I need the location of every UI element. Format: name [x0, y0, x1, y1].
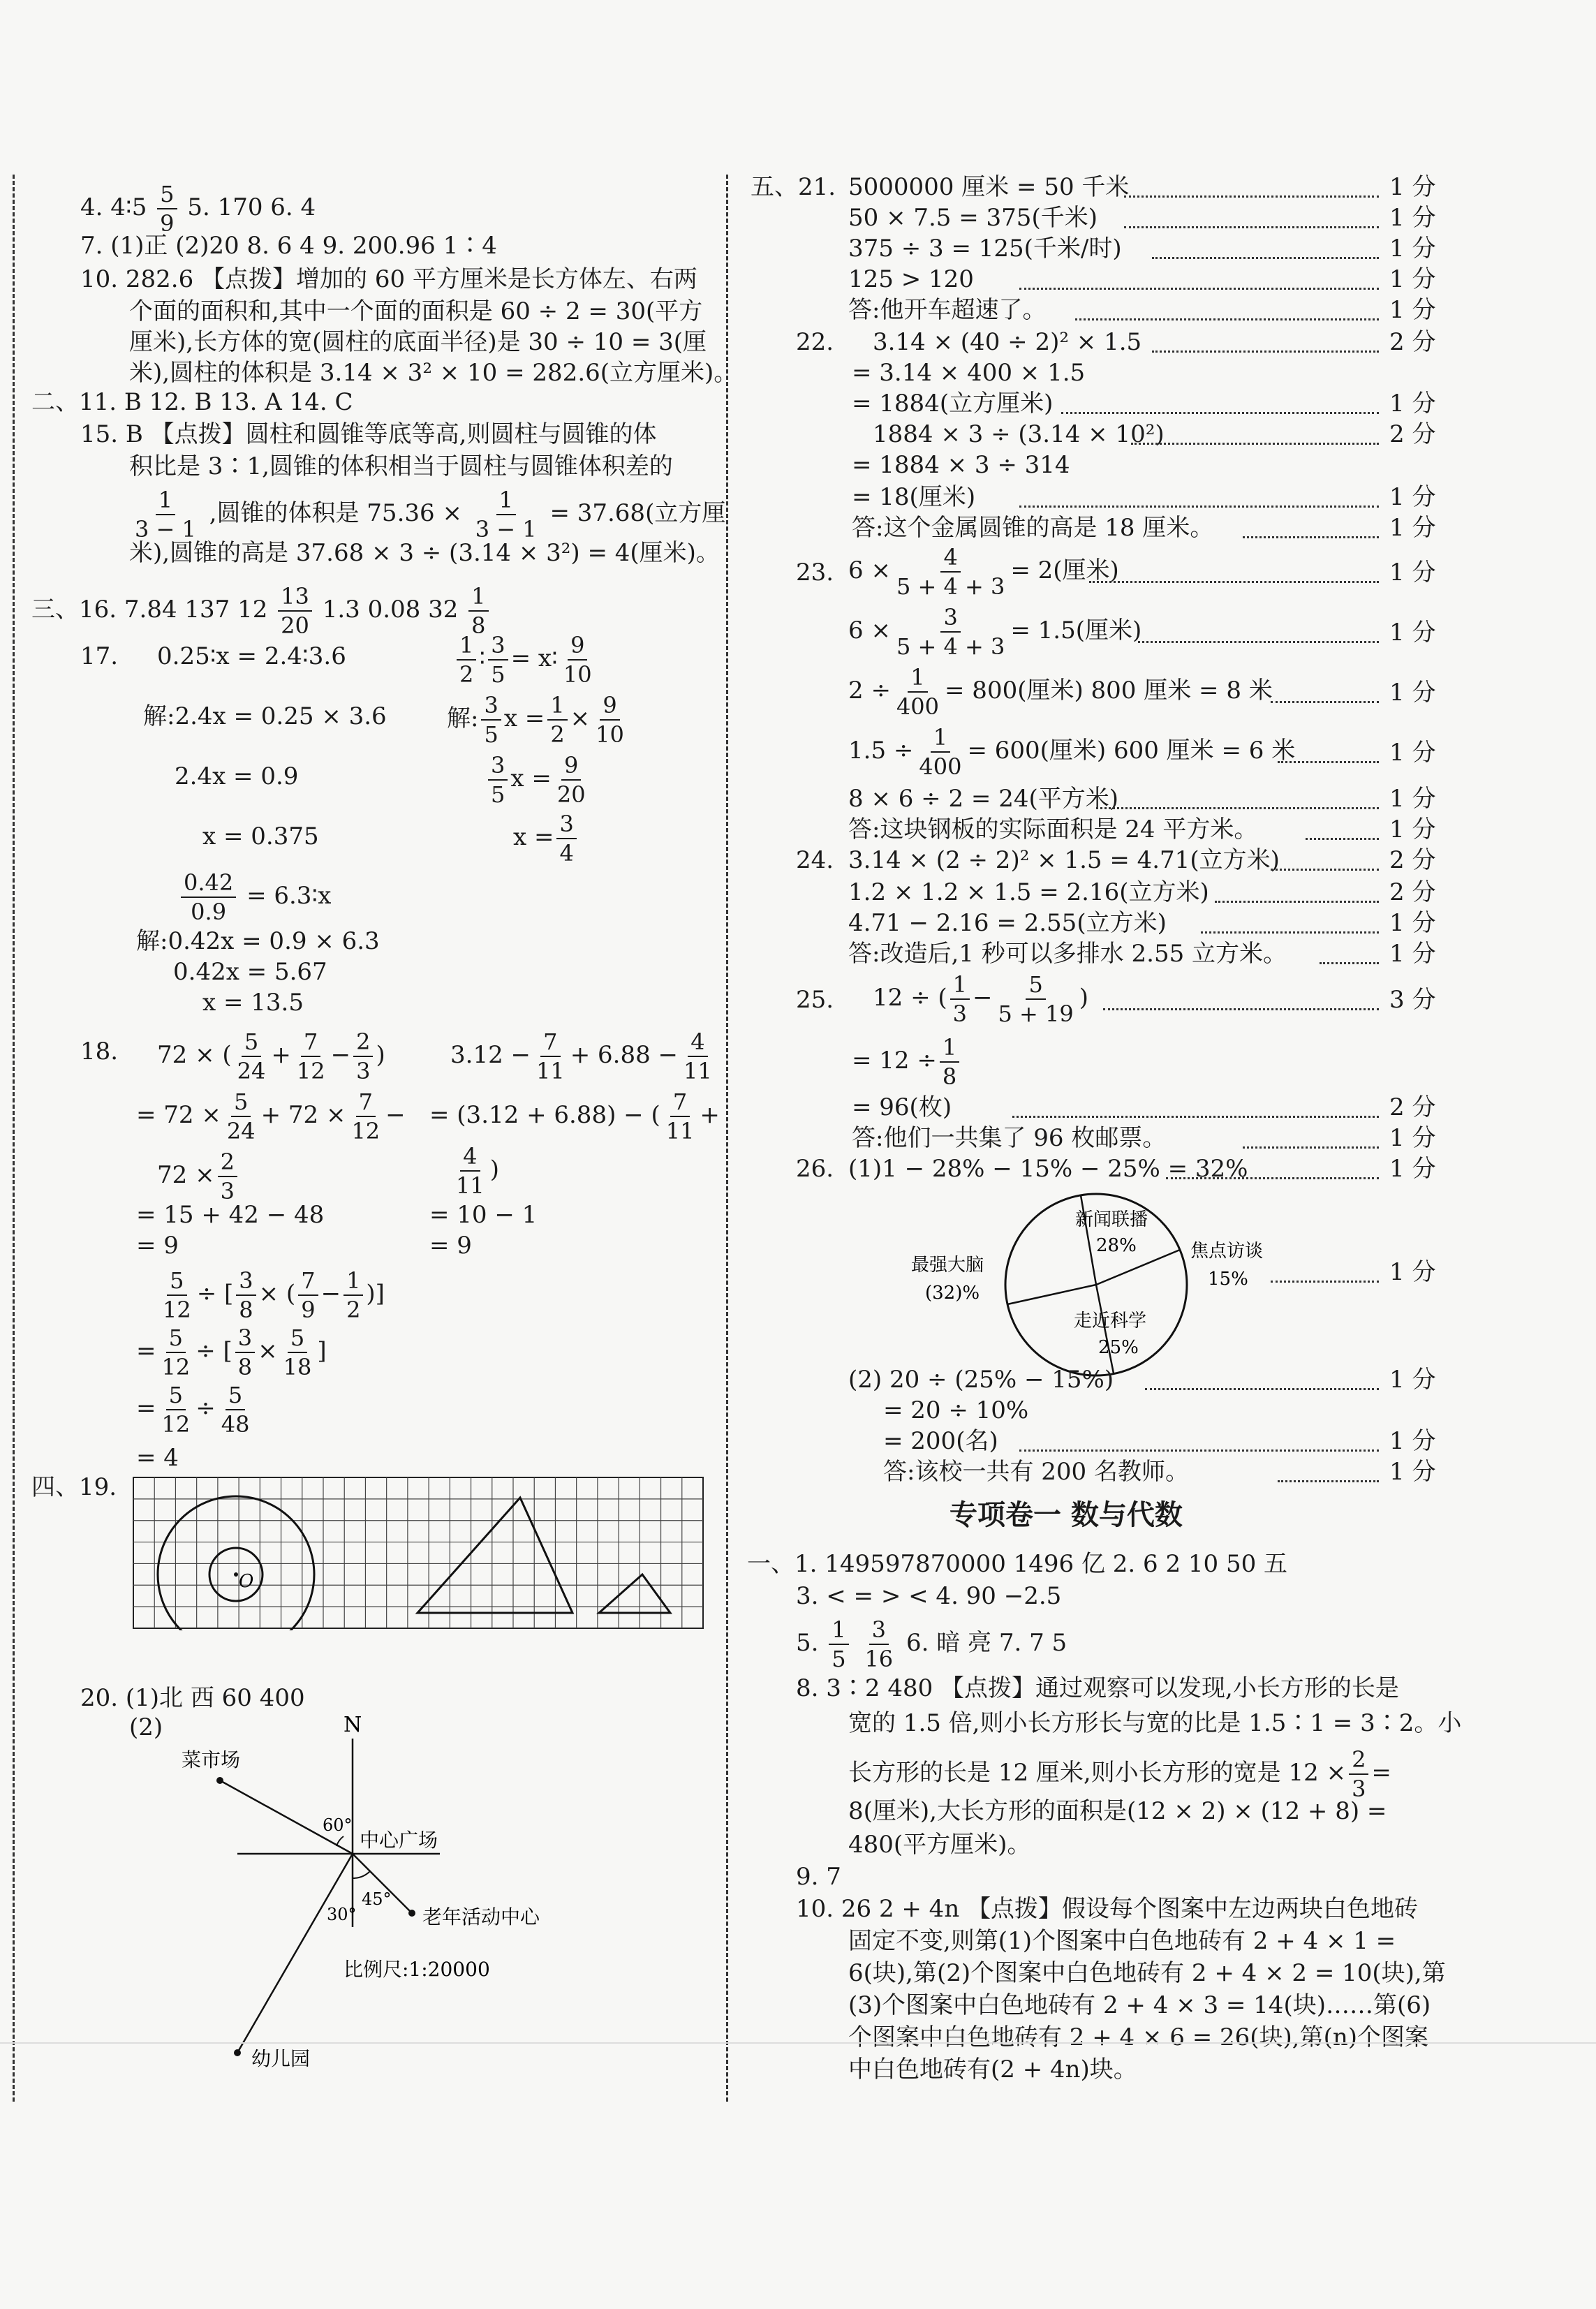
leader-dots [1131, 443, 1379, 445]
equation: 3.14 × (2 ÷ 2)² × 1.5 = 4.71(立方米) [848, 846, 1280, 874]
leader-dots [1271, 1281, 1379, 1283]
leader-dots [1320, 962, 1379, 964]
score-label: 1 分 [1389, 679, 1436, 707]
score-label: 1 分 [1389, 1458, 1436, 1486]
equation: $\frac{4}{11}$ ) [456, 1143, 499, 1199]
kinder-point [234, 2049, 241, 2056]
equation: 6 × $\frac{3}{5 + 4 + 3}$ = 1.5(厘米) [848, 604, 1142, 660]
leader-dots [1096, 807, 1379, 809]
equation: 375 ÷ 3 = 125(千米/时) [848, 235, 1122, 263]
equation: = 15 + 42 − 48 [136, 1201, 325, 1229]
equation: 72 × ( $\frac{5}{24}$ + $\frac{7}{12}$ − $\frac{2}{3}$ ) [157, 1028, 385, 1084]
answer-line: 10. 282.6 【点拨】增加的 60 平方厘米是长方体左、右两 [80, 265, 697, 293]
answer-line: 一、1. 149597870000 1496 亿 2. 6 2 10 50 五 [747, 1550, 1288, 1578]
score-label: 1 分 [1389, 173, 1436, 201]
kinder-line [237, 1854, 353, 2053]
equation: = 1884 × 3 ÷ 314 [852, 451, 1070, 479]
answer-line: 3. < = > < 4. 90 −2.5 [796, 1582, 1062, 1610]
slice-label: 最强大脑 [911, 1255, 984, 1276]
equation: x = 13.5 [202, 989, 304, 1017]
fraction: $\frac{1}{8}$ [468, 585, 488, 637]
score-label: 1 分 [1389, 940, 1436, 968]
question-number: 25. [796, 986, 834, 1014]
answer-line: (3)个图案中白色地砖有 2 + 4 × 3 = 14(块)……第(6) [848, 1991, 1431, 2019]
score-label: 2 分 [1389, 878, 1436, 906]
pie-divider [1007, 1285, 1096, 1304]
answer-line: $\frac{1}{3 - 1}$ ,圆锥的体积是 75.36 × $\frac{1}{3 - 1}$ = 37.68(立方厘 [129, 489, 725, 540]
equation: = 12 ÷ $\frac{1}{8}$ [852, 1036, 962, 1088]
market-label: 菜市场 [182, 1748, 241, 1771]
fraction: $\frac{13}{20}$ [278, 585, 312, 637]
direction-map [161, 1711, 593, 2074]
equation: 3.12 − $\frac{7}{11}$ + 6.88 − $\frac{4}{11}$ [450, 1028, 712, 1084]
score-label: 2 分 [1389, 420, 1436, 448]
angle-45-label: 45° [362, 1889, 392, 1909]
answer-line: 20. (1)北 西 60 400 [80, 1684, 305, 1712]
answer-sentence: 答:他开车超速了。 [848, 296, 1047, 324]
equation: = $\frac{5}{12}$ ÷ $\frac{5}{48}$ [136, 1382, 250, 1438]
scale-label: 比例尺:1:20000 [343, 1958, 490, 1981]
fraction: $\frac{0.42}{0.9}$ [181, 871, 236, 923]
answer-line: 6(块),第(2)个图案中白色地砖有 2 + 4 × 2 = 10(块),第 [848, 1959, 1446, 1987]
answer-line: 5. $\frac{1}{5}$ $\frac{3}{16}$ 6. 暗 亮 7. 7 5 [796, 1616, 1067, 1672]
equation: 8 × 6 ÷ 2 = 24(平方米) [848, 785, 1118, 813]
equation: 125 > 120 [848, 265, 974, 293]
left-column [0, 0, 738, 2309]
equation: 12 ÷ ( $\frac{1}{3}$ − $\frac{5}{5 + 19}$ ) [873, 971, 1088, 1027]
leader-dots [1019, 1449, 1379, 1452]
answer-line: (2) [129, 1713, 163, 1741]
angle-arc [337, 1836, 343, 1846]
leader-dots [1075, 318, 1379, 320]
equation: = 4 [136, 1444, 179, 1472]
score-label: 1 分 [1389, 619, 1436, 647]
question-number: 五、21. [751, 173, 836, 201]
answer-sentence: 答:他们一共集了 96 枚邮票。 [852, 1124, 1167, 1152]
section-title: 专项卷一 数与代数 [950, 1499, 1183, 1531]
equation: x = $\frac{3}{4}$ [513, 813, 579, 864]
question-number: 24. [796, 846, 834, 874]
fraction: $\frac{1}{3 - 1}$ [135, 487, 196, 543]
slice-label: 焦点访谈 [1190, 1241, 1264, 1262]
answer-sentence: 答:改造后,1 秒可以多排水 2.55 立方米。 [848, 940, 1287, 968]
equation: 1.2 × 1.2 × 1.5 = 2.16(立方米) [848, 878, 1209, 906]
equation: 4.71 − 2.16 = 2.55(立方米) [848, 909, 1167, 937]
leader-dots [1166, 1177, 1379, 1179]
leader-dots [1061, 412, 1379, 414]
equation: 1884 × 3 ÷ (3.14 × 10²) [873, 420, 1165, 448]
equation: 50 × 7.5 = 375(千米) [848, 204, 1098, 232]
answer-line: 米),圆柱的体积是 3.14 × 3² × 10 = 282.6(立方厘米)。 [129, 359, 738, 387]
answer-line: 中白色地砖有(2 + 4n)块。 [848, 2056, 1137, 2083]
equation: = 200(名) [883, 1427, 998, 1455]
equation: 0.42x = 5.67 [173, 958, 327, 986]
score-label: 1 分 [1389, 1124, 1436, 1152]
score-label: 1 分 [1389, 390, 1436, 418]
answer-line: 二、11. B 12. B 13. A 14. C [31, 388, 353, 416]
question-number: 四、19. [31, 1473, 117, 1501]
question-number: 17. [80, 642, 119, 670]
answer-line: 9. 7 [796, 1863, 841, 1891]
leader-dots [1215, 901, 1379, 903]
fraction: $\frac{1}{3 - 1}$ [475, 487, 537, 543]
score-label: 1 分 [1389, 559, 1436, 587]
score-label: 1 分 [1389, 785, 1436, 813]
answer-line: 固定不变,则第(1)个图案中白色地砖有 2 + 4 × 1 = [848, 1927, 1396, 1955]
score-label: 2 分 [1389, 328, 1436, 356]
angle-arc [353, 1871, 370, 1878]
score-label: 2 分 [1389, 1093, 1436, 1121]
equation: = $\frac{5}{12}$ ÷ [ $\frac{3}{8}$ × $\frac{5}{18}$ ] [136, 1325, 327, 1380]
answer-line: 4. 4∶5 $\frac{5}{9}$ 5. 170 6. 4 [80, 181, 316, 237]
equation: = 10 − 1 [429, 1201, 538, 1229]
north-label: N [343, 1713, 362, 1737]
leader-dots [1138, 641, 1379, 643]
equation: 解:0.42x = 0.9 × 6.3 [136, 927, 380, 955]
slice-value: (32)% [925, 1283, 980, 1304]
pie-chart [883, 1187, 1302, 1382]
equation: 2.4x = 0.9 [175, 762, 299, 790]
equation: = (3.12 + 6.88) − ( $\frac{7}{11}$ + [429, 1089, 720, 1144]
leader-dots [1201, 931, 1379, 934]
equation: = 18(厘米) [852, 483, 976, 511]
equation: 72 × $\frac{2}{3}$ [157, 1151, 240, 1202]
score-label: 2 分 [1389, 846, 1436, 874]
answer-sentence: 答:这个金属圆锥的高是 18 厘米。 [852, 514, 1214, 542]
score-label: 1 分 [1389, 1258, 1436, 1286]
leader-dots [1145, 1388, 1379, 1390]
score-label: 1 分 [1389, 1155, 1436, 1183]
answer-line: 宽的 1.5 倍,则小长方形长与宽的比是 1.5∶1 = 3∶2。小 [848, 1709, 1462, 1737]
score-label: 1 分 [1389, 483, 1436, 511]
equation: $\frac{3}{5}$ x = $\frac{9}{20}$ [485, 754, 591, 806]
large-triangle [418, 1498, 572, 1613]
equation: = 3.14 × 400 × 1.5 [852, 359, 1086, 387]
drawing-grid [133, 1477, 705, 1630]
score-label: 1 分 [1389, 909, 1436, 937]
equation: = 20 ÷ 10% [883, 1396, 1029, 1424]
answer-line: 长方形的长是 12 厘米,则小长方形的宽是 12 × $\frac{2}{3}$ = [848, 1746, 1391, 1802]
answer-line: 7. (1)正 (2)20 8. 6 4 9. 200.96 1∶4 [80, 232, 497, 260]
answer-line: 10. 26 2 + 4n 【点拨】假设每个图案中左边两块白色地砖 [796, 1895, 1419, 1923]
equation: 解: $\frac{3}{5}$ x = $\frac{1}{2}$ × $\frac{9}{10}$ [447, 692, 624, 748]
leader-dots [1103, 1008, 1379, 1010]
score-label: 1 分 [1389, 204, 1436, 232]
question-number: 23. [796, 559, 834, 587]
leader-dots [1243, 536, 1379, 538]
elder-point [408, 1910, 415, 1917]
answer-line: 米),圆锥的高是 37.68 × 3 ÷ (3.14 × 3²) = 4(厘米)。 [129, 539, 720, 567]
question-number: 22. [796, 328, 834, 356]
equation: 6 × $\frac{4}{5 + 4 + 3}$ = 2(厘米) [848, 544, 1119, 600]
equation: = 1884(立方厘米) [852, 390, 1054, 418]
answer-line: 15. B 【点拨】圆柱和圆锥等底等高,则圆柱与圆锥的体 [80, 420, 657, 448]
equation: (1)1 − 28% − 15% − 25% = 32% [848, 1155, 1248, 1183]
leader-dots [1019, 506, 1379, 508]
leader-dots [1306, 838, 1379, 840]
equation: 5000000 厘米 = 50 千米 [848, 173, 1130, 201]
score-label: 1 分 [1389, 296, 1436, 324]
leader-dots [1089, 581, 1379, 583]
equation: (2) 20 ÷ (25% − 15%) [848, 1366, 1114, 1394]
center-label: O [239, 1571, 254, 1592]
slice-value: 15% [1208, 1269, 1248, 1290]
grid-lines [133, 1477, 703, 1628]
leader-dots [1152, 257, 1379, 259]
question-number: 26. [796, 1155, 834, 1183]
center-label: 中心广场 [360, 1829, 438, 1852]
slice-label: 新闻联播 [1075, 1209, 1148, 1230]
answer-line: 8. 3∶2 480 【点拨】通过观察可以发现,小长方形的长是 [796, 1674, 1399, 1702]
fraction: $\frac{5}{9}$ [157, 183, 177, 235]
leader-dots [1271, 869, 1379, 871]
answer-line: 个面的面积和,其中一个面的面积是 60 ÷ 2 = 30(平方 [129, 297, 703, 325]
answer-line: 8(厘米),大长方形的面积是(12 × 2) × (12 + 8) = [848, 1797, 1387, 1825]
answer-line: 480(平方厘米)。 [848, 1831, 1031, 1859]
kinder-label: 幼儿园 [251, 2047, 311, 2070]
small-triangle [599, 1574, 670, 1613]
equation: = 9 [136, 1232, 179, 1260]
leader-dots [1243, 1146, 1379, 1149]
answer-line: 三、16. 7.84 137 12 $\frac{13}{20}$ 1.3 0.08 32 $\frac{1}{8}$ [31, 585, 492, 637]
equation: x = 0.375 [202, 822, 319, 850]
leader-dots [1019, 288, 1379, 290]
equation: 3.14 × (40 ÷ 2)² × 1.5 [873, 328, 1142, 356]
angle-30-label: 30° [327, 1905, 357, 1924]
leader-dots [1012, 1116, 1379, 1118]
equation: 2 ÷ $\frac{1}{400}$ = 800(厘米) 800 厘米 = 8 米 [848, 664, 1273, 720]
leader-dots [1152, 351, 1379, 353]
slice-value: 25% [1098, 1337, 1139, 1358]
score-label: 1 分 [1389, 514, 1436, 542]
leader-dots [1124, 226, 1379, 228]
answer-sentence: 答:这块钢板的实际面积是 24 平方米。 [848, 816, 1258, 843]
answer-line: 积比是 3∶1,圆锥的体积相当于圆柱与圆锥体积差的 [129, 452, 673, 480]
answer-sentence: 答:该校一共有 200 名教师。 [883, 1458, 1189, 1486]
score-label: 3 分 [1389, 986, 1436, 1014]
equation: $\frac{5}{12}$ ÷ [ $\frac{3}{8}$ × ( $\frac{7}{9}$ − $\frac{1}{2}$ )] [163, 1267, 385, 1323]
elder-label: 老年活动中心 [422, 1905, 540, 1928]
equation: = 96(枚) [852, 1093, 952, 1121]
slice-label: 走近科学 [1074, 1311, 1147, 1331]
equation: $\frac{0.42}{0.9}$ = 6.3∶x [178, 871, 331, 923]
angle-60-label: 60° [323, 1815, 353, 1835]
equation: 0.25∶x = 2.4∶3.6 [157, 642, 346, 670]
leader-dots [1124, 196, 1379, 198]
answer-line: 个图案中白色地砖有 2 + 4 × 6 = 26(块),第(n)个图案 [848, 2023, 1429, 2051]
right-column [726, 0, 1596, 2309]
question-number: 18. [80, 1038, 119, 1065]
score-label: 1 分 [1389, 739, 1436, 767]
equation: 解:2.4x = 0.25 × 3.6 [143, 702, 387, 730]
leader-dots [1278, 1480, 1379, 1482]
equation: 1.5 ÷ $\frac{1}{400}$ = 600(厘米) 600 厘米 = 6 米 [848, 724, 1296, 780]
score-label: 1 分 [1389, 265, 1436, 293]
score-label: 1 分 [1389, 816, 1436, 843]
equation: = 72 × $\frac{5}{24}$ + 72 × $\frac{7}{12}$ − [136, 1089, 406, 1144]
leader-dots [1278, 761, 1379, 763]
footer-rule [0, 2042, 1596, 2044]
score-label: 1 分 [1389, 1427, 1436, 1455]
score-label: 1 分 [1389, 1366, 1436, 1394]
equation: $\frac{1}{2}$ ∶ $\frac{3}{5}$ = x∶ $\frac{9}{10}$ [454, 634, 598, 686]
equation: = 9 [429, 1232, 472, 1260]
center-point [234, 1572, 238, 1577]
leader-dots [1271, 701, 1379, 703]
slice-value: 28% [1096, 1235, 1137, 1256]
answer-line: 厘米),长方体的宽(圆柱的底面半径)是 30 ÷ 10 = 3(厘 [129, 328, 707, 356]
score-label: 1 分 [1389, 235, 1436, 263]
